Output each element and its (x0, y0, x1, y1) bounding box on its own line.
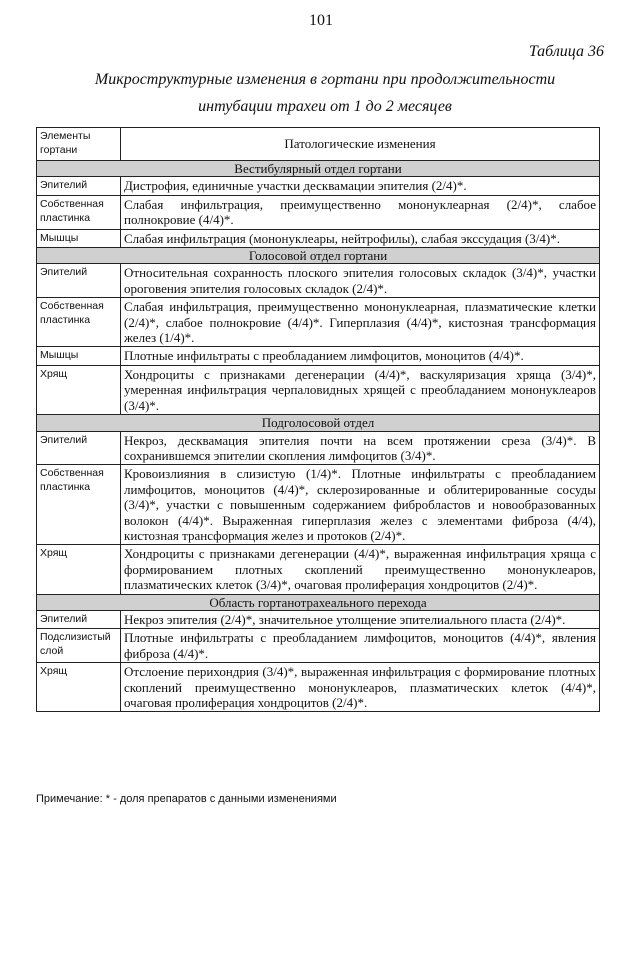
row-element: Эпителий (37, 431, 121, 465)
row-element: Хрящ (37, 663, 121, 712)
row-changes: Плотные инфильтраты с преобладанием лимфоцитов, моноцитов (4/4)*. (121, 347, 600, 365)
table-row (37, 195, 600, 229)
table-row (37, 431, 600, 465)
row-changes: Некроз эпителия (2/4)*, значительное утолщение эпителиального пласта (2/4)*. (121, 610, 600, 628)
row-changes: Относительная сохранность плоского эпителия голосовых складок (3/4)*, участки ороговения эпителия голосовых складок (2/4)*. (121, 264, 600, 298)
header-elements: Элементы гортани (37, 128, 121, 161)
row-changes: Плотные инфильтраты с преобладанием лимфоцитов, моноцитов (4/4)*, явления фиброза (4/4)*. (121, 629, 600, 663)
row-element: Хрящ (37, 545, 121, 594)
row-changes: Слабая инфильтрация, преимущественно мононуклеарная (2/4)*, слабое полнокровие (4/4)*. (121, 195, 600, 229)
row-element: Эпителий (37, 177, 121, 195)
table-row (37, 229, 600, 247)
table-header-row (37, 128, 600, 161)
row-element: Собственная пластинка (37, 195, 121, 229)
section-row (37, 415, 600, 431)
row-element: Мышцы (37, 347, 121, 365)
caption-line-2: интубации трахеи от 1 до 2 месяцев (198, 98, 452, 115)
table-row (37, 629, 600, 663)
section-title: Подголосовой отдел (37, 415, 600, 431)
table-note: Примечание: * - доля препаратов с данными изменениями (36, 793, 337, 805)
table-row (37, 264, 600, 298)
table-number: Таблица 36 (528, 43, 604, 60)
table-row (37, 298, 600, 347)
row-element: Собственная пластинка (37, 298, 121, 347)
table-row (37, 610, 600, 628)
row-changes: Хондроциты с признаками дегенерации (4/4)*, выраженная инфильтрация хряща с формированием плотных скоплений преимущественно мононуклеаров, плазматических клеток (3/4)*, очаговая пролиферация хондроцитов (2/4)*. (121, 545, 600, 594)
table-row (37, 663, 600, 712)
table-row (37, 365, 600, 414)
section-row (37, 161, 600, 177)
row-element: Хрящ (37, 365, 121, 414)
section-title: Вестибулярный отдел гортани (37, 161, 600, 177)
row-changes: Слабая инфильтрация, преимущественно мононуклеарная, плазматические клетки (2/4)*, слабое полнокровие (4/4)*. Гиперплазия (4/4)*, кистозная трансформация желез (1/4)*. (121, 298, 600, 347)
section-title: Голосовой отдел гортани (37, 248, 600, 264)
row-changes: Отслоение перихондрия (3/4)*, выраженная инфильтрация с формирование плотных скоплений преимущественно мононуклеаров, плазматических клеток (4/4)*, очаговая пролиферация хондроцитов (2/4)*. (121, 663, 600, 712)
section-row (37, 248, 600, 264)
table-row (37, 465, 600, 545)
header-changes: Патологические изменения (121, 128, 600, 161)
table-row (37, 177, 600, 195)
findings-table (36, 127, 600, 712)
row-changes: Некроз, десквамация эпителия почти на всем протяжении среза (3/4)*. В сохранившемся эпителии скопления лимфоцитов (3/4)*. (121, 431, 600, 465)
row-element: Собственная пластинка (37, 465, 121, 545)
caption-line-1: Микроструктурные изменения в гортани при продолжительности (94, 71, 556, 88)
row-element: Мышцы (37, 229, 121, 247)
table-row (37, 347, 600, 365)
row-element: Эпителий (37, 610, 121, 628)
section-row (37, 594, 600, 610)
row-changes: Хондроциты с признаками дегенерации (4/4)*, васкуляризация хряща (3/4)*, умеренная инфильтрация черпаловидных хрящей с преобладанием мононуклеаров (3/4)*. (121, 365, 600, 414)
row-changes: Слабая инфильтрация (мононуклеары, нейтрофилы), слабая экссудация (3/4)*. (121, 229, 600, 247)
section-title: Область гортанотрахеального перехода (37, 594, 600, 610)
row-element: Подслизистый слой (37, 629, 121, 663)
row-element: Эпителий (37, 264, 121, 298)
table-caption (40, 66, 610, 120)
row-changes: Дистрофия, единичные участки десквамации эпителия (2/4)*. (121, 177, 600, 195)
table-row (37, 545, 600, 594)
row-changes: Кровоизлияния в слизистую (1/4)*. Плотные инфильтраты с преобладанием лимфоцитов, моноцитов (4/4)*, склерозированные и облитерированные сосуды (3/4)*, участки с повышенным содержанием фибробластов и новообразованных волокон (4/4)*. Выраженная гиперплазия желез с элементами фиброза (4/4), кистозная трансформация желез и протоков (2/4)*. (121, 465, 600, 545)
page-number: 101 (309, 12, 333, 29)
